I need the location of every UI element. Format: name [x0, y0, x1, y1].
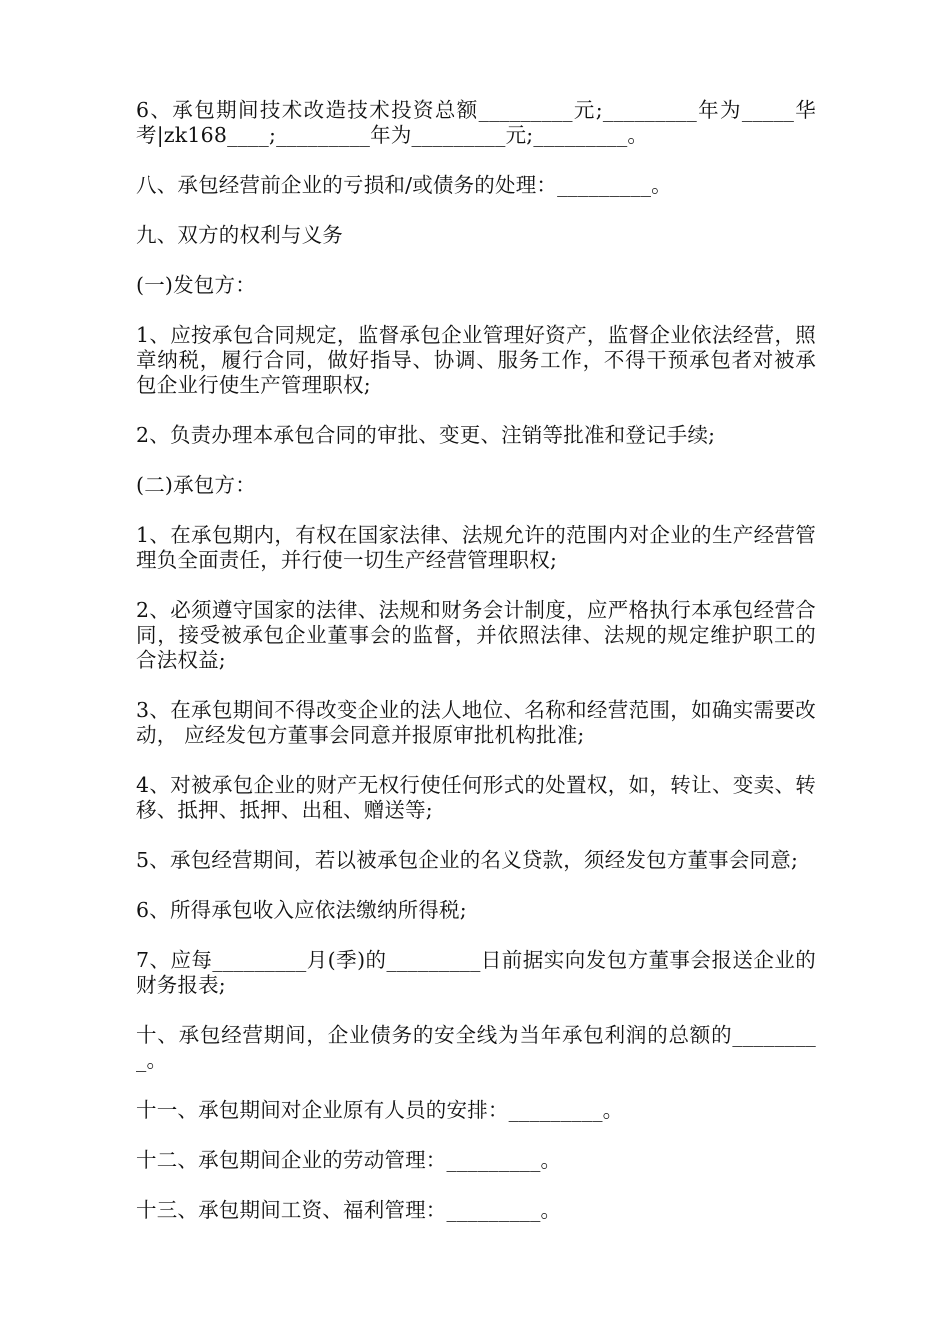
section-contractor-heading: (二)承包方：	[136, 473, 256, 497]
clause-6-tech-investment: 6、承包期间技术改造技术投资总额_________元;_________年为_____华考|zk168____;_________年为_________元;_________。	[136, 98, 816, 147]
document-body	[136, 98, 816, 1248]
clause-11-staff-arrangement: 十一、承包期间对企业原有人员的安排：_________。	[136, 1098, 624, 1122]
contractor-duty-2: 2、必须遵守国家的法律、法规和财务会计制度，应严格执行本承包经营合同，接受被承包企业董事会的监督，并依照法律、法规的规定维护职工的合法权益;	[136, 598, 816, 672]
clause-9-heading: 九、双方的权利与义务	[136, 223, 343, 247]
clause-10-debt-safety-line: 十、承包经营期间，企业债务的安全线为当年承包利润的总额的_________。	[136, 1023, 816, 1072]
contractor-duty-3: 3、在承包期间不得改变企业的法人地位、名称和经营范围，如确实需要改动， 应经发包方董事会同意并报原审批机构批准;	[136, 698, 816, 747]
contractor-duty-1: 1、在承包期内，有权在国家法律、法规允许的范围内对企业的生产经营管理负全面责任，并行使一切生产经营管理职权;	[136, 523, 816, 572]
section-contractor-issuer-heading: (一)发包方：	[136, 273, 256, 297]
contractor-duty-6: 6、所得承包收入应依法缴纳所得税;	[136, 898, 467, 922]
contractor-duty-5: 5、承包经营期间，若以被承包企业的名义贷款，须经发包方董事会同意;	[136, 848, 799, 872]
clause-8-losses-debts: 八、承包经营前企业的亏损和/或债务的处理：_________。	[136, 173, 672, 197]
contractor-duty-4: 4、对被承包企业的财产无权行使任何形式的处置权，如，转让、变卖、转移、抵押、抵押、出租、赠送等;	[136, 773, 816, 822]
contractor-duty-7: 7、应每_________月(季)的_________日前据实向发包方董事会报送企业的财务报表;	[136, 948, 816, 997]
clause-13-wages-welfare: 十三、承包期间工资、福利管理：_________。	[136, 1198, 562, 1222]
issuer-duty-2: 2、负责办理本承包合同的审批、变更、注销等批准和登记手续;	[136, 423, 716, 447]
clause-12-labor-management: 十二、承包期间企业的劳动管理：_________。	[136, 1148, 562, 1172]
issuer-duty-1: 1、应按承包合同规定，监督承包企业管理好资产，监督企业依法经营，照章纳税，履行合同，做好指导、协调、服务工作，不得干预承包者对被承包企业行使生产管理职权;	[136, 323, 816, 397]
